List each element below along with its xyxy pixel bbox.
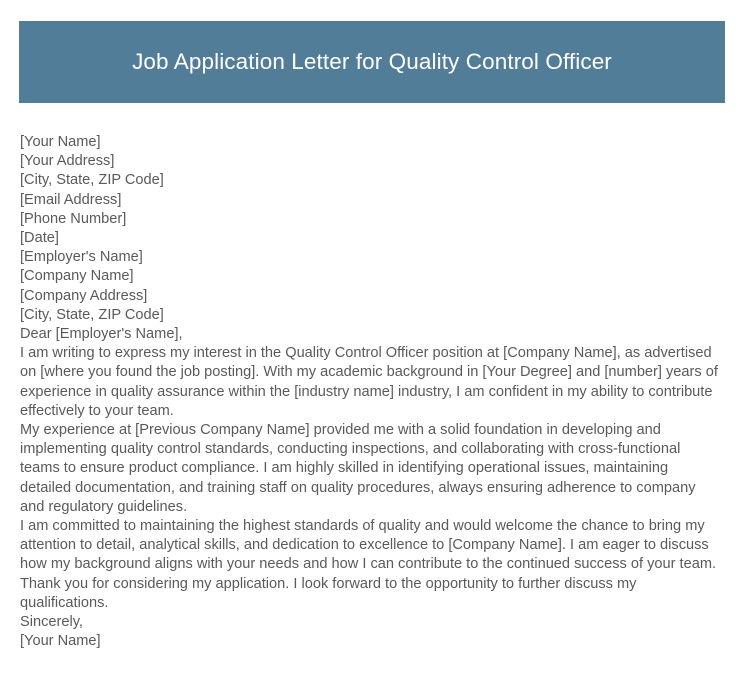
- salutation: Dear [Employer's Name],: [20, 326, 183, 343]
- sender-address-block: [20, 133, 720, 248]
- letter-body: [20, 133, 720, 651]
- body-paragraph-3: I am committed to maintaining the highest standards of quality and would welcome the chance to bring my attention to detail, analytical skills, and dedication to excellence to [Company Name]. I am eager to discuss how my background aligns with your needs and how I can contribute to the continued success of your team.: [20, 518, 717, 573]
- sender-line: [Date]: [20, 230, 59, 247]
- recipient-line: [Company Name]: [20, 268, 134, 285]
- body-paragraph-4: Thank you for considering my application. I look forward to the opportunity to further discuss my qualifications.: [20, 575, 637, 611]
- letter-header-banner: [19, 21, 725, 103]
- recipient-line: [Company Address]: [20, 287, 148, 304]
- sender-line: [City, State, ZIP Code]: [20, 172, 164, 189]
- sender-line: [Phone Number]: [20, 210, 127, 227]
- closing-line: Sincerely,: [20, 614, 83, 631]
- sender-line: [Your Address]: [20, 153, 115, 170]
- sender-line: [Your Name]: [20, 134, 101, 150]
- body-paragraph-2: My experience at [Previous Company Name] provided me with a solid foundation in developing and implementing quality control standards, conducting inspections, and collaborating with cross-functional teams to ensure product compliance. I am highly skilled in identifying operational issues, maintaining detailed documentation, and training staff on quality procedures, always ensuring adherence to company and regulatory guidelines.: [20, 422, 696, 515]
- page-title: Job Application Letter for Quality Control Officer: [132, 48, 612, 74]
- sender-line: [Email Address]: [20, 191, 122, 208]
- recipient-line: [City, State, ZIP Code]: [20, 306, 164, 323]
- body-paragraph-1: I am writing to express my interest in the Quality Control Officer position at [Company Name], as advertised on [where you found the job posting]. With my academic background in [Your Degree] and [number] years of experience in quality assurance within the [industry name] industry, I am confident in my ability to contribute effectively to your team.: [20, 345, 718, 419]
- recipient-line: [Employer's Name]: [20, 249, 143, 266]
- signature-line: [Your Name]: [20, 633, 101, 650]
- recipient-address-block: [20, 248, 720, 325]
